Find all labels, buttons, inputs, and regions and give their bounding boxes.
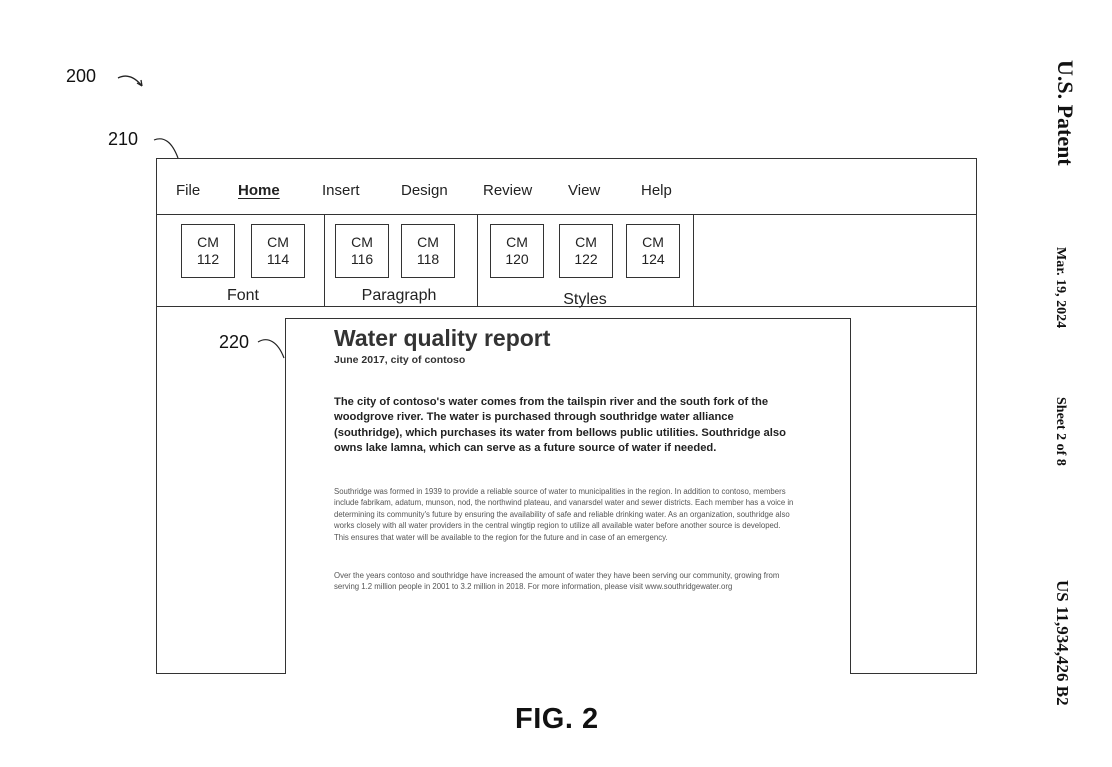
- cm-114-label-num: 114: [266, 251, 290, 267]
- font-group-label: Font: [226, 287, 259, 304]
- cm-116-button[interactable]: [335, 224, 389, 278]
- cm-118-label-num: 118: [416, 251, 440, 267]
- patent-sheet: Sheet 2 of 8: [1053, 397, 1068, 466]
- cm-112-label-num: 112: [196, 251, 220, 267]
- patent-date: Mar. 19, 2024: [1053, 247, 1068, 329]
- cm-116-label-top: CM: [351, 234, 373, 250]
- menu-help[interactable]: Help: [641, 182, 672, 199]
- menu-home[interactable]: Home: [238, 182, 280, 199]
- cm-112-button[interactable]: [181, 224, 235, 278]
- document-body-paragraph: Over the years contoso and southridge have increased the amount of water they have been serving our community, growing from serving 1.2 million people in 2001 to 3.2 million in 2018. For more information, please visit www.southridgewater.org: [334, 571, 780, 592]
- ribbon: [157, 215, 976, 307]
- menu-file[interactable]: File: [176, 182, 201, 199]
- cm-120-button[interactable]: [490, 224, 544, 278]
- menu-review[interactable]: Review: [483, 182, 533, 199]
- cm-120-label-top: CM: [506, 234, 528, 250]
- menu-insert[interactable]: Insert: [322, 182, 360, 199]
- figure-label: FIG. 2: [515, 703, 599, 735]
- cm-122-label-top: CM: [575, 234, 597, 250]
- cm-124-button[interactable]: [626, 224, 680, 278]
- doc-ref-number: 220: [219, 332, 250, 352]
- styles-group-label: Styles: [563, 291, 607, 308]
- cm-116-label-num: 116: [350, 251, 374, 267]
- patent-number: US 11,934,426 B2: [1053, 580, 1072, 706]
- patent-title: U.S. Patent: [1053, 60, 1078, 166]
- menu-bar: [157, 159, 976, 215]
- document-title: Water quality report: [334, 325, 551, 351]
- window-ref-number: 210: [108, 129, 139, 149]
- ribbon-divider: [693, 215, 694, 306]
- ribbon-divider: [477, 215, 478, 306]
- menu-view[interactable]: View: [568, 182, 601, 199]
- cm-114-label-top: CM: [267, 234, 289, 250]
- cm-112-label-top: CM: [197, 234, 219, 250]
- document-subtitle: June 2017, city of contoso: [334, 354, 466, 366]
- document-page[interactable]: [285, 318, 851, 674]
- cm-120-label-num: 120: [505, 251, 529, 267]
- paragraph-group-label: Paragraph: [361, 287, 437, 304]
- patent-side-header: [1052, 0, 1082, 767]
- cm-114-button[interactable]: [251, 224, 305, 278]
- figure-ref-arrow: [110, 68, 160, 100]
- cm-122-label-num: 122: [574, 251, 598, 267]
- document-lead-paragraph: The city of contoso's water comes from the tailspin river and the south fork of the woodgrove river. The water is purchased through southridge water alliance (southridge), which purchases its water from bellows public utilities. Southridge also owns lake lamna, which can serve as a future source of water if needed.: [334, 396, 786, 455]
- cm-122-button[interactable]: [559, 224, 613, 278]
- cm-124-label-top: CM: [642, 234, 664, 250]
- cm-124-label-num: 124: [641, 251, 665, 267]
- cm-118-label-top: CM: [417, 234, 439, 250]
- menu-design[interactable]: Design: [401, 182, 448, 199]
- document-body-paragraph: Southridge was formed in 1939 to provide a reliable source of water to municipalities in the region. In addition to contoso, members include fabrikam, adatum, munson, nod, the northwind plateau, and vanarsdel water and sewer districts. Each member has a voice in determining its community's future by ensuring the availability of safe and reliable drinking water. As an organization, southridge also works closely with all water providers in the central wingtip region to utilize all available water before another source is developed. This ensures that water will be available to the region for the future and in case of an emergency.: [334, 487, 794, 542]
- figure-ref-number: 200: [66, 66, 97, 86]
- cm-118-button[interactable]: [401, 224, 455, 278]
- ribbon-divider: [324, 215, 325, 306]
